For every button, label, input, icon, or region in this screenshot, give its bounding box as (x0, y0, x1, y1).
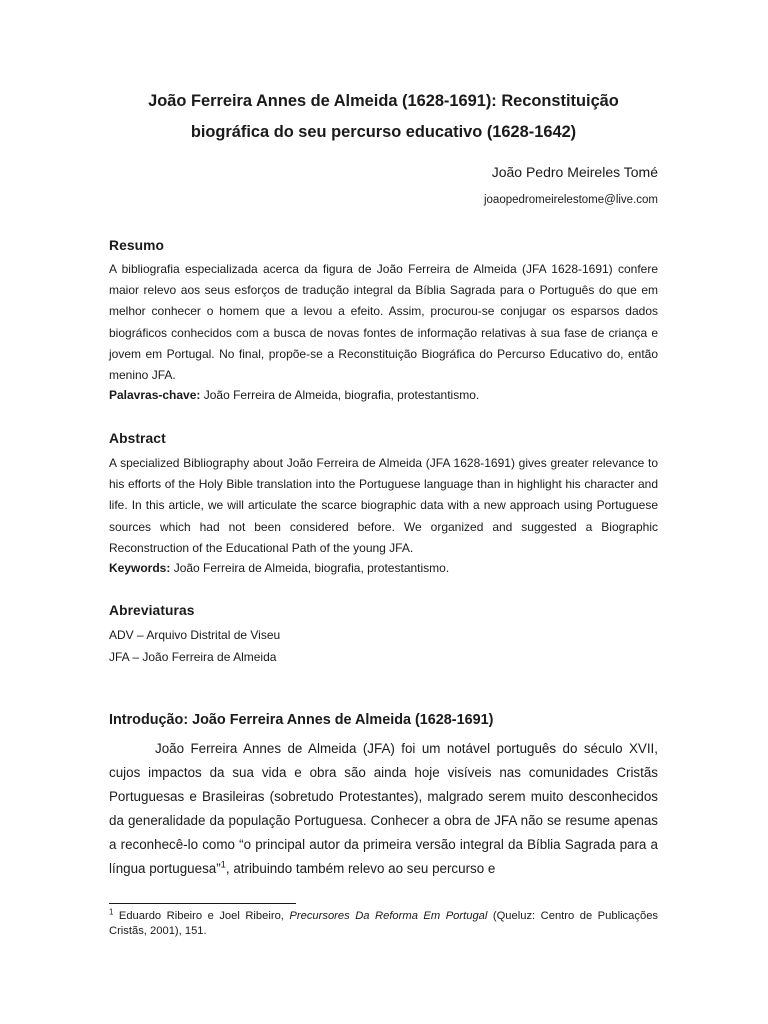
abstract-keywords-value: João Ferreira de Almeida, biografia, protestantismo. (170, 561, 450, 575)
resumo-keywords (109, 388, 479, 402)
intro-paragraph (109, 737, 658, 881)
intro-text: João Ferreira Annes de Almeida (JFA) foi um notável português do século XVII, cujos impactos da sua vida e obra são ainda hoje visíveis nas comunidades Cristãs Portuguesas e Brasileiras (sobretudo Protestantes), malgrado serem muito desconhecidos da generalidade da população Portuguesa. Conhecer a obra de JFA não se resume apenas a reconhecê-lo como “o principal autor da primeira versão integral da Bíblia Sagrada para a língua portuguesa” (109, 741, 658, 876)
title-line-1: João Ferreira Annes de Almeida (1628-1691): Reconstituição (148, 92, 619, 110)
abstract-heading: Abstract (109, 431, 166, 446)
paper-title (109, 86, 658, 148)
footnote-publication: (Queluz: Centro de Publicações Cristãs, 2001), 151. (109, 910, 659, 937)
footnote-reference[interactable]: 1 (220, 859, 226, 870)
resumo-keywords-label: Palavras-chave: (109, 388, 201, 402)
footnote-text: Eduardo Ribeiro e Joel Ribeiro, (113, 910, 290, 922)
footnote-book-title: Precursores Da Reforma Em Portugal (289, 910, 488, 922)
abstract-keywords-label: Keywords: (109, 561, 171, 575)
resumo-text: A bibliografia especializada acerca da figura de João Ferreira de Almeida (JFA 1628-1691) confere maior relevo aos seus esforços de tradução integral da Bíblia Sagrada para o Português do que em melhor conhecer o homem que a levou a efeito. Assim, procurou-se conjugar os esparsos dados biográficos conhecidos com a busca de novas fontes de informação relativas à sua fase de criança e jovem em Portugal. No final, propõe-se a Reconstituição Biográfica do Percurso Educativo do, então menino JFA. (109, 262, 658, 383)
author-name: João Pedro Meireles Tomé (491, 164, 658, 180)
footnote-number: 1 (109, 907, 114, 917)
abstract-text: A specialized Bibliography about João Ferreira de Almeida (JFA 1628-1691) gives greater relevance to his efforts of the Holy Bible translation into the Portuguese language than in highlight his character and life. In this article, we will articulate the scarce biographic data with a new approach using Portuguese sources which had not been considered before. We organized and suggested a Biographic Reconstruction of the Educational Path of the young JFA. (109, 456, 658, 555)
abstract-keywords (109, 561, 449, 575)
footnote-separator (109, 903, 296, 904)
footnote (109, 909, 658, 938)
author-email: joaopedromeirelestome@live.com (483, 194, 658, 206)
abbreviation-item: ADV – Arquivo Distrital de Viseu (109, 628, 281, 642)
title-line-2: biográfica do seu percurso educativo (1628-1642) (190, 123, 577, 141)
abreviaturas-heading: Abreviaturas (109, 603, 195, 618)
abbreviation-item: JFA – João Ferreira de Almeida (109, 650, 277, 664)
resumo-keywords-value: João Ferreira de Almeida, biografia, protestantismo. (200, 388, 480, 402)
intro-heading: Introdução: João Ferreira Annes de Almeida (1628-1691) (109, 712, 494, 728)
intro-text-continued: , atribuindo também relevo ao seu percurso e (225, 861, 496, 876)
resumo-heading: Resumo (109, 238, 165, 253)
